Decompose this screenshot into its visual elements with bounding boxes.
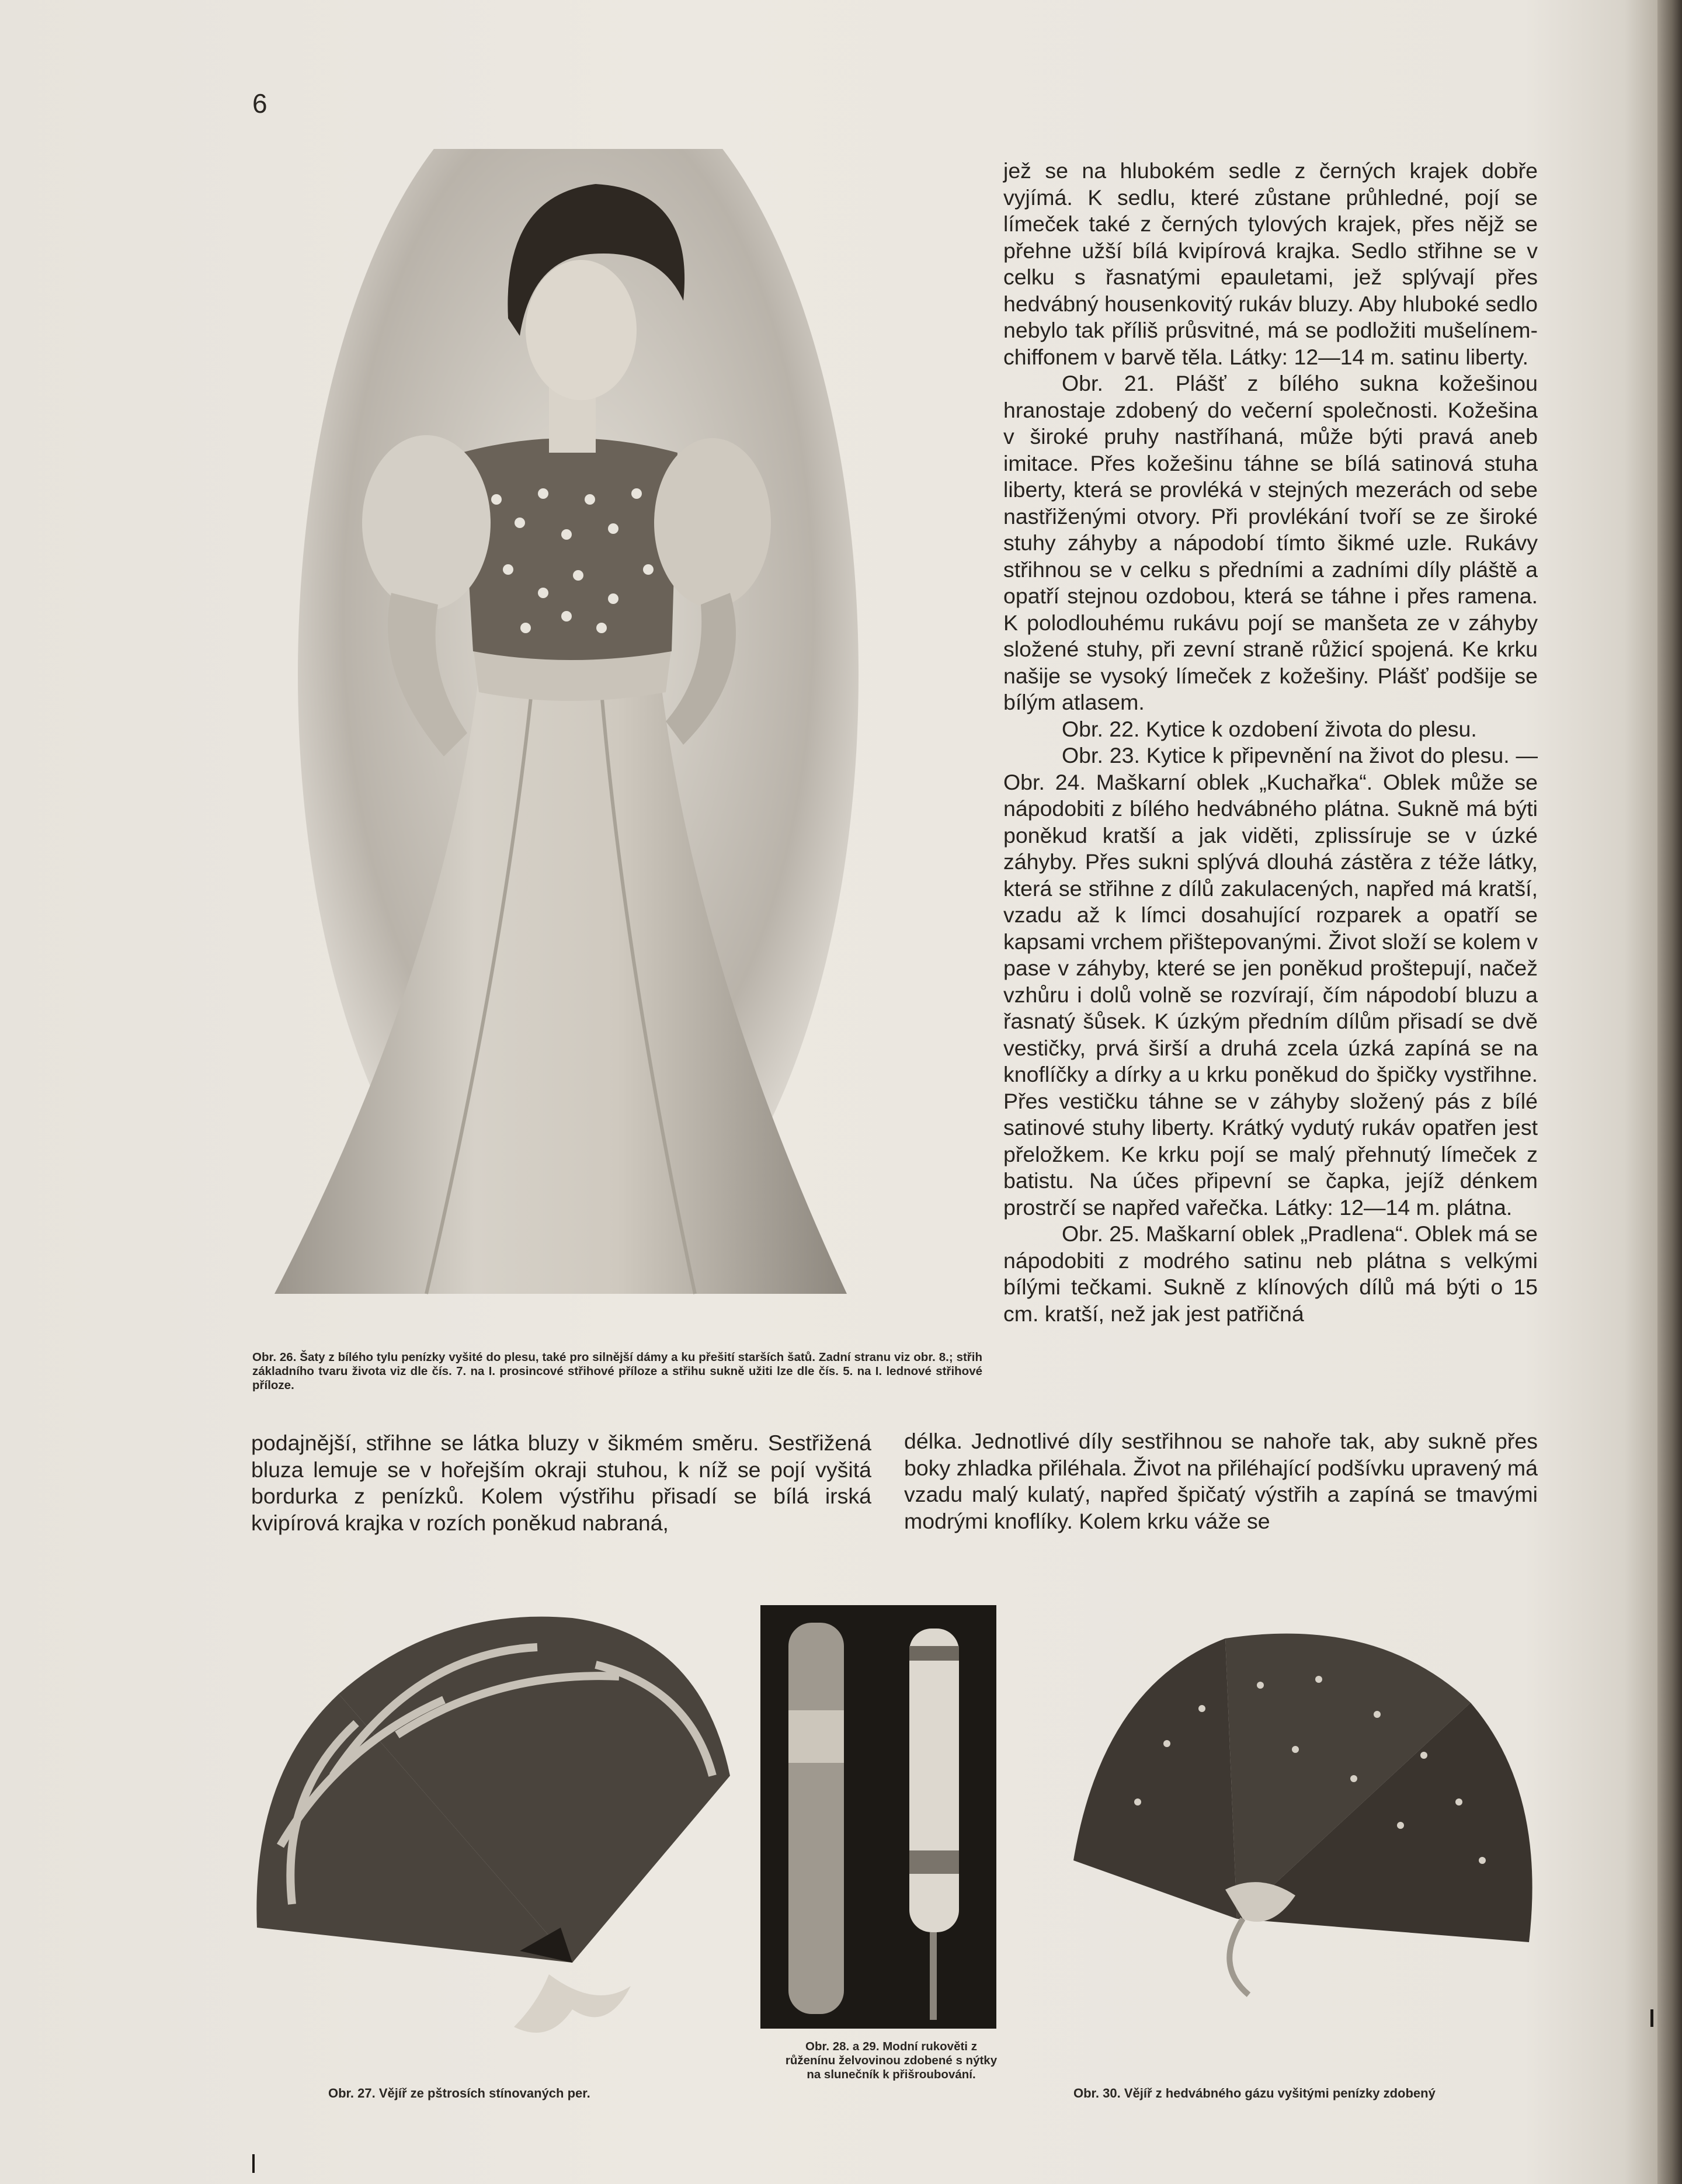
paragraph-3: Obr. 22. Kytice k ozdobení života do plesu. (1062, 716, 1477, 741)
fig30-illustration (1050, 1615, 1554, 2059)
fig26-illustration (251, 149, 873, 1317)
paragraph-5: Obr. 25. Maškarní oblek „Pradlena“. Oblek má se nápodobiti z modrého satinu neb plátna s velkými bílými tečkami. Sukně z klínových dílů má býti o 15 cm. kratší, než jak jest patřičná (1003, 1221, 1538, 1326)
paragraph-6: délka. Jednotlivé díly sestřihnou se nahoře tak, aby sukně přes boky zhladka přiléhala. Život na přiléhající podšívku upravený má vzadu malý kulatý, napřed špičatý výstřih a zapíná se tmavými modrými knoflíky. Kolem krku váže se (904, 1429, 1538, 1533)
fig28-illustration (760, 1605, 996, 2029)
fig28-caption: Obr. 28. a 29. Modní rukověti z růženínu želvovinou zdobené s nýtky na slunečník k přišroubování. (785, 2040, 998, 2081)
fig26-caption: Obr. 26. Šaty z bílého tylu penízky vyšité do plesu, také pro silnější dámy a ku přešití starších šatů. Zadní stranu viz obr. 8.; střih základního tvaru života viz dle čís. 7. na I. prosincové střihové příloze a střihu sukně užiti lze dle čís. 5. na I. lednové střihové příloze. (252, 1350, 982, 1392)
right-column-text (1003, 158, 1538, 1327)
right-column-continuation (904, 1428, 1538, 1534)
paragraph-4: Obr. 23. Kytice k připevnění na život do plesu. — Obr. 24. Maškarní oblek „Kuchařka“. Oblek může se nápodobiti z bílého hedvábného plátna. Sukně má býti poněkud kratší a jak viděti, zplissíruje se v úzké záhyby. Přes sukni splývá dlouhá zástěra z téže látky, která se střihne z dílů zakulacených, napřed má kratší, vzadu až k límci dosahující rozparek a opatří se kapsami vrchem přištepovanými. Život složí se kolem v pase v záhyby, které se jen poněkud proštepují, načež vzhůru i dolů volně se rozvírají, čím nápodobí bluzu a řasnatý šůsek. K úzkým předním dílům přisadí se dvě vestičky, prvá širší a druhá zcela úzká zapíná se na knoflíčky a dírky a u krku poněkud do špičky vystřihne. Přes vestičku táhne se v záhyby složený pás z bílé satinové stuhy liberty. Krátký vydutý rukáv opatřen jest přeložkem. Ke krku pojí se malý přehnutý límeček z batistu. Na účes připevní se čapka, jejíž dénkem prostrčí se napřed vařečka. Látky: 12—14 m. plátna. (1003, 743, 1538, 1220)
paragraph-1: jež se na hlubokém sedle z černých krajek dobře vyjímá. K sedlu, které zůstane průhledné, pojí se límeček také z černých tylových krajek, přes nějž se přehne užší bílá kvipírová krajka. Sedlo střihne se v celku s řasnatými epauletami, jež splývají přes hedvábný housenkovitý rukáv bluzy. Aby hluboké sedlo nebylo tak příliš průsvitné, má se podložiti mušelínem-chiffonem v barvě těla. Látky: 12—14 m. satinu liberty. (1003, 158, 1538, 369)
page-number: 6 (252, 88, 267, 119)
fig30-caption: Obr. 30. Vějíř z hedvábného gázu vyšitými penízky zdobený (1073, 2086, 1436, 2100)
paragraph-left: podajnější, střihne se látka bluzy v šikmém směru. Sestřižená bluza lemuje se v hořejším okraji stuhou, k níž se pojí vyšitá bordurka z penízků. Kolem výstřihu přisadí se bílá irská kvipírová krajka v rozích poněkud nabraná, (251, 1430, 871, 1535)
crop-mark-left (252, 2154, 255, 2173)
paragraph-2: Obr. 21. Plášť z bílého sukna kožešinou hranostaje zdobený do večerní společnosti. Kožešina v široké pruhy nastříhaná, může býti pravá aneb imitace. Přes kožešinu táhne se bílá satinová stuha liberty, která se provléká v stejných mezerách od sebe nastřiženými otvory. Při provlékání tvoří se ze široké stuhy záhyby a nápodobí tímto šikmé uzle. Rukávy střihnou se v celku s předními a zadními díly pláště a opatří stejnou ozdobou, která se táhne i přes ramena. K polodlouhému rukávu pojí se manšeta ze v záhyby složené stuhy, při zevní straně růžicí spojená. Ke krku našije se vysoký límeček z kožešiny. Plášť podšije se bílým atlasem. (1003, 371, 1538, 714)
fig27-caption: Obr. 27. Vějíř ze pštrosích stínovaných per. (328, 2086, 590, 2100)
fig27-illustration (245, 1600, 730, 2044)
book-spine-edge (1657, 0, 1682, 2184)
left-column-text (251, 1430, 871, 1536)
crop-mark-right (1650, 2009, 1653, 2027)
